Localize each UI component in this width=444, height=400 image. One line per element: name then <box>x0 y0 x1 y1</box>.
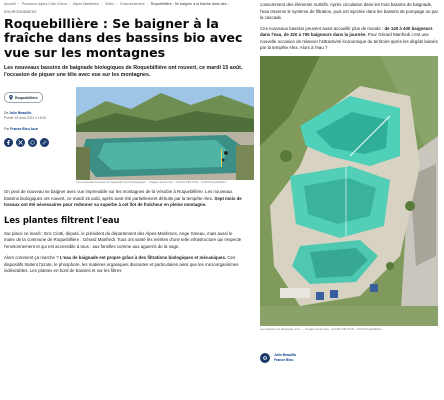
aerial-photo[interactable] <box>260 56 438 326</box>
article-kicker[interactable]: ENVIRONNEMENT <box>4 10 37 14</box>
article-body-3 <box>260 2 440 52</box>
article-right-column <box>260 0 442 400</box>
right-para2-start: Ces nouveaux bassins peuvent aussi accueillir plus de monde : <box>260 25 384 31</box>
share-whatsapp-button[interactable] <box>28 138 37 147</box>
share-buttons <box>4 138 68 147</box>
right-para2-bold: de 140 à 400 baigneurs dans l'eau, de 320 à 700 baigneurs dans la journée. <box>260 25 433 37</box>
article-paragraph: consomment des éléments nutritifs. Après circulation dans les trois bassins de baignade, l'eau traverse le système de filtration, puis est injectée dans les bassins de pompage ou par la cascade. <box>260 2 439 20</box>
publish-date: Publié 15 août 2023 à 18:40 <box>4 116 47 121</box>
section-heading: Les plantes filtrent l'eau <box>4 214 120 225</box>
para1-bold: Sept mois de travaux ont été nécessaires pour redonner sa superbe à cet îlot de fraîcheur en pleine montagne. <box>4 195 242 208</box>
breadcrumb-item[interactable]: Provence-Alpes-Côte d'Azur <box>21 2 68 6</box>
author-prefix-2: Par <box>4 127 10 132</box>
aerial-image <box>260 56 438 326</box>
whatsapp-icon <box>30 140 35 145</box>
location-tag-label: Roquebillière <box>15 95 38 100</box>
author-logo-mark <box>262 355 268 361</box>
author-card-names <box>274 353 296 362</box>
breadcrumb-item[interactable]: Vidéo <box>105 2 115 6</box>
breadcrumb-current: Roquebillière : Se baigner à la fraîche dans des... <box>150 2 230 6</box>
para3-start: Alors comment ça marche ? <box>4 255 59 261</box>
article-paragraph <box>260 26 440 52</box>
article-paragraph <box>4 255 244 275</box>
author-card-name[interactable]: Julie Beaulifo <box>274 352 297 357</box>
author-prefix: De <box>4 111 9 116</box>
breadcrumb-item[interactable]: Environnement <box>120 2 145 6</box>
author-link[interactable]: Julie Beaulifo <box>9 111 32 116</box>
meta-row <box>4 87 255 185</box>
para3-end: Ces dispositifs traitent l'azote, le phosphore, les matières organiques dissoutes et particulaires ainsi que les microorganismes indésirables. Les plantes en bord de bassins et sur les filtres <box>4 255 239 274</box>
article-meta <box>4 87 68 147</box>
link-icon <box>42 140 47 145</box>
para3-bold: L'eau de baignade est propre grâce à des filtrations biologiques et mécaniques. <box>59 255 227 261</box>
share-x-button[interactable] <box>16 138 25 147</box>
para1-text: On peut de nouveau se baigner avec vue imprenable sur les montagnes de la Vésubie à Roquebillière. Les nouveaux bassins biologiques ont rouvert, ce mardi 15 août, après avoir été partiellement détruits par la tempête Alex. <box>4 189 233 201</box>
article-title: Roquebillière : Se baigner à la fraîche dans des bassins bio avec vue sur les montagnes <box>4 16 243 60</box>
share-facebook-button[interactable] <box>4 138 13 147</box>
breadcrumb-item[interactable]: Alpes-Maritimes <box>73 2 99 6</box>
hero-image <box>76 87 254 180</box>
article-chapo: Les nouveaux bassins de baignade biologiques de Roquebillière ont rouvert, ce mardi 15 août, l'occasion de piquer une tête avec vue sur les montagnes. <box>4 65 243 79</box>
right-para2-end: Pour Gérard Manfredi c'est une nouvelle occasion de relancer l'attractivité économique du territoire après les dégâts laissés par la tempête Alex. Alors à l'eau ? <box>260 32 438 50</box>
article-paragraph: Sur place ce mardi : Eric Ciotti, député, le président du département des Alpes-Maritimes, Ange Gineau, mais aussi le maire de la commune de Roquebillière : Gérard Manfredi. Tous ont vanté les mérites d'une telle infrastructure qui respecte l'environnement et qui est accessible à tous : aux familles comme aux aguerris de la nage. <box>4 230 242 249</box>
breadcrumb-item[interactable]: Accueil <box>4 2 16 6</box>
author-line-2 <box>4 127 68 132</box>
author-link-2[interactable]: France Bleu Azur <box>10 127 38 132</box>
x-icon <box>18 140 23 145</box>
author-card-org[interactable]: France Bleu <box>274 357 294 362</box>
france-bleu-logo-icon <box>260 353 270 363</box>
location-tag[interactable] <box>4 92 43 103</box>
author-card[interactable] <box>260 353 442 363</box>
aerial-caption: Les bassins de baignade sont... - Images aériennes - Crédits PEYTON - CCM Roquebillière <box>260 326 382 331</box>
facebook-icon <box>6 140 11 145</box>
copy-link-button[interactable] <box>40 138 49 147</box>
article-body-2 <box>4 231 244 275</box>
article-paragraph <box>4 189 244 209</box>
hero-photo[interactable] <box>76 87 254 180</box>
article-body <box>4 189 244 209</box>
hero-caption: Les nouveaux bassins de baignade sont biologiques. - Images aériennes - Crédits PEYTON - CCM Roquebillière <box>76 180 227 185</box>
location-pin-icon <box>9 95 13 100</box>
article-left-column <box>4 0 255 400</box>
breadcrumb: Accueil › Provence-Alpes-Côte d'Azur › Alpes-Maritimes › Vidéo › Environnement › Roquebillière : Se baigner à la fraîche dans des... <box>4 2 230 6</box>
